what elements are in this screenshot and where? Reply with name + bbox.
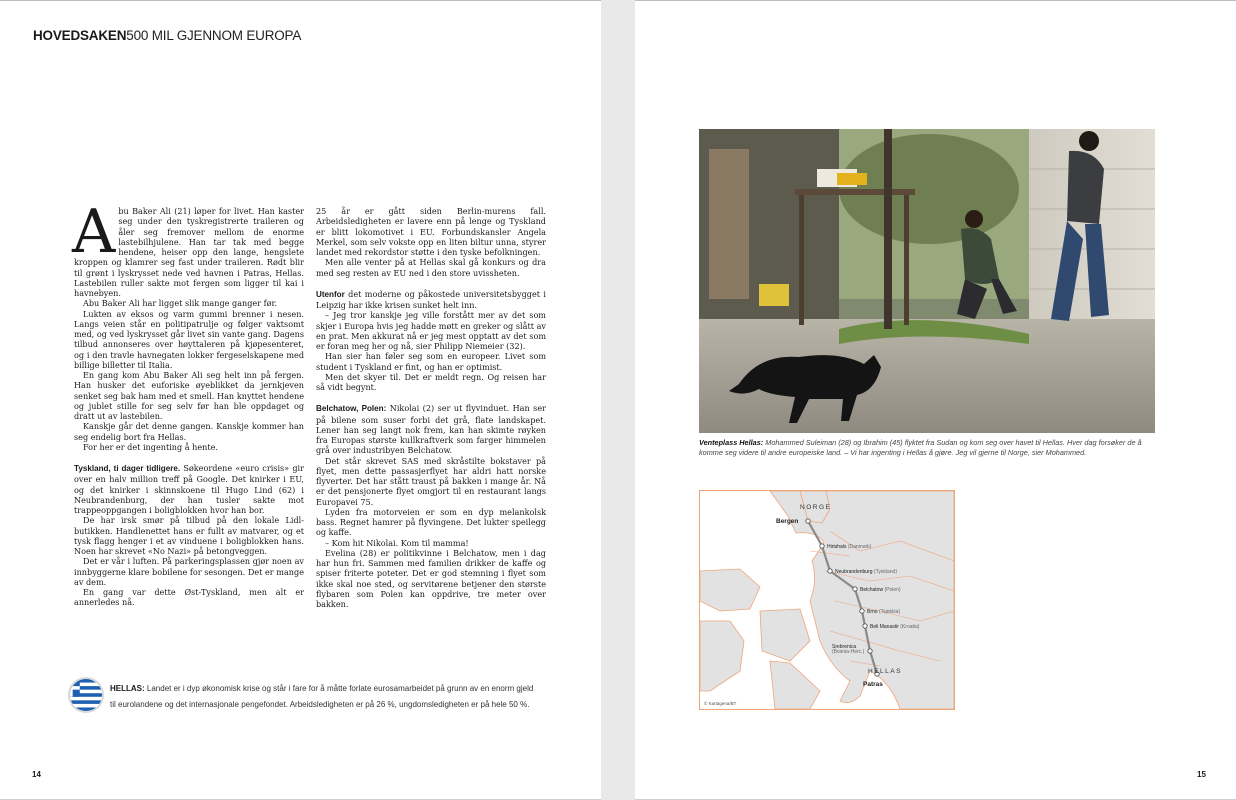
map-stop-marker: [868, 649, 872, 653]
paragraph: 25 år er gått siden Berlin-murens fall. Arbeidsledigheten er lavere enn på lenge og Tyskland er blitt lokomotivet i EU. Forbundskansler Angela Merkel, som selv vokste opp en liten biltur unna, styrer landet med rekordstor støtte i den tyske befolkningen.: [316, 206, 546, 257]
map-stop-label: Hirtshals (Danmark): [827, 544, 872, 550]
paragraph: De har irsk smør på tilbud på den lokale Lidl-butikken. Handlenettet hans er fullt av matvarer, og et tysk flagg henger i et av vinduene i boligblokken hans. Noen har skrevet «No Nazi» på betongveggen.: [74, 515, 304, 556]
paragraph: Lyden fra motorveien er som en dyp melankolsk bass. Regnet hamrer på flyvingene. Det lukter speilegg og kaffe.: [316, 506, 546, 538]
paragraph: [316, 403, 546, 455]
map-stop-label: Bergen: [776, 518, 799, 525]
section-lead: Tyskland, ti dager tidligere.: [74, 464, 181, 473]
section-label: HOVEDSAKEN: [33, 28, 127, 43]
photo-caption: [699, 438, 1159, 458]
greece-factbox: [70, 679, 550, 715]
article-column-1: [72, 197, 304, 608]
paragraph: Men alle venter på at Hellas skal gå konkurs og dra med seg resten av EU ned i den store uvissheten.: [316, 257, 546, 278]
map-stop-marker: [860, 609, 864, 613]
section-text: Søkeordene «euro crisis» gir over en halv million treff på Google. Det knirker i EU, og det knirker i skinnskoene til Hugo Lind (62) i Neubrandenburg, der han tusler sakte mot trappeoppgangen i boligblokken hvor han bor.: [74, 463, 304, 515]
page-number-right: 15: [1197, 770, 1206, 779]
factbox-text: Landet er i dyp økonomisk krise og står i fare for å måtte forlate eurosamarbeidet på grunn av en enorm gjeld: [144, 684, 534, 693]
section-title: 500 MIL GJENNOM EUROPA: [126, 28, 302, 43]
map-stop-label: Belchatow (Polen): [860, 587, 901, 593]
paragraph: En gang var dette Øst-Tyskland, men alt er annerledes nå.: [74, 587, 304, 608]
paragraph: For her er det ingenting å hente.: [83, 441, 218, 452]
factbox-line-2: til eurolandene og det internasjonale pengefondet. Arbeidsledigheten er på 26 %, ungdomsledigheten er på hele 50 %.: [110, 700, 530, 709]
paragraph: Det står skrevet SAS med skråstilte bokstaver på flyet, men dette passasjerflyet har aldri hatt norske flyverter. Det har stått traust på bakken i mange år. Nå er det pensjonerte flyet omgjort til en restaurant langs Europavei 75.: [316, 455, 546, 507]
map-stop-marker: [863, 624, 867, 628]
paragraph: En gang kom Abu Baker Ali seg helt inn på fergen. Han husker det euforiske øyeblikket da jernkjeven senket seg bak ham med et smell. Han knyttet hendene og jublet stille for seg selv før han ble oppdaget og dratt ut av lastebilen.: [74, 370, 304, 421]
paragraph: Evelina (28) er politikvinne i Belchatow, men i dag har hun fri. Sammen med familien drikker de kaffe og spiser friterte poteter. Det er god stemning i flyet som ikke skal noe sted, og servitørene betjener den største flybaren som Polen kan oppdrive, tre meter over bakken.: [316, 547, 546, 609]
paragraph: Lukten av eksos og varm gummi brenner i nesen. Langs veien står en politipatrulje og følger vaktsomt med, og ved lyskrysset går livet sin vante gang. Dagens tilbud annonseres over høyttaleren på kjøpesenteret, og i den travle havnegaten lokker fergeselskapene med billige billetter til Italia.: [74, 308, 304, 370]
paragraph: bu Baker Ali (21) løper for livet. Han kaster seg under den tyskregistrerte traileren og åler seg fremover mellom de enorme lastebilhjulene. Han tar tak med begge hendene, heiser opp den lange, hengslete kroppen og klamrer seg fast under traileren. Rødt blir til grønt i lyskrysset nede ved havnen i Patras, Hellas. Lastebilen ruller sakte mot fergen som ligger til kai i havnebyen.: [74, 206, 304, 298]
section-text: det moderne og påkostede universitetsbygget i Leipzig har ikke krisen sunket helt inn.: [316, 288, 546, 310]
map-credit: © Kartagena/BT: [704, 701, 737, 706]
refugees-photo: [699, 129, 1155, 433]
greek-flag-icon: [70, 679, 102, 711]
left-page: [0, 0, 601, 800]
section-text: Nikolai (2) ser ut flyvinduet. Han ser på bilene som suser forbi det grå, flate landskapet. Lener han seg langt nok frem, kan han skimte røyken fra Europas største kullkraftverk som farger himmelen grå over industribyen Belchatow.: [316, 403, 546, 456]
paragraph: Kanskje går det denne gangen. Kanskje kommer han seg endelig bort fra Hellas.: [74, 421, 304, 442]
article-column-2: [316, 206, 546, 609]
factbox-line-1: [110, 684, 533, 693]
map-stop-marker: [806, 519, 810, 523]
drop-cap: A: [72, 197, 116, 267]
paragraph: Han sier han føler seg som en europeer. Livet som student i Tyskland er fint, og han er optimist.: [316, 351, 546, 372]
caption-text: Mohammed Suleiman (28) og Ibrahim (45) flyktet fra Sudan og kom seg over havet til Hellas. Hver dag forsøker de å komme seg videre til andre europeiske land. – Vi har ingenting i Hellas å gjøre. Jeg vil gjerne til Norge, sier Mohammed.: [699, 438, 1142, 457]
map-stop-label: Patras: [863, 681, 883, 688]
factbox-label: HELLAS:: [110, 684, 145, 693]
right-page: [635, 0, 1236, 800]
section-lead: Utenfor: [316, 289, 345, 299]
paragraph: – Kom hit Nikolai. Kom til mamma!: [325, 537, 469, 548]
map-stop-label: Beli Manastir (Kroatia): [870, 624, 920, 630]
paragraph: Men det skyer til. Det er meldt regn. Og reisen har så vidt begynt.: [316, 371, 546, 392]
map-stop-label: Srebrenica (Bosnia-Herc.): [832, 644, 865, 655]
paragraph: – Jeg tror kanskje jeg ville forstått mer av det som skjer i Europa hvis jeg hadde møtt en greker og slått av en prat. Men akkurat nå er jeg mest opptatt av det som er foran meg her og nå, sier Philipp Niemeier (32).: [316, 310, 546, 351]
section-header: [33, 28, 301, 43]
caption-lead: Venteplass Hellas:: [699, 438, 764, 447]
paragraph: [316, 289, 546, 311]
section-lead: Belchatow, Polen:: [316, 404, 387, 414]
paragraph: Det er vår i luften. På parkeringsplassen gjør noen av innbyggerne klare bobilene for sesongen. Det er mange av dem.: [74, 556, 304, 587]
map-label-norge: NORGE: [800, 504, 832, 511]
map-stop-marker: [853, 587, 857, 591]
map-stop-marker: [820, 544, 824, 548]
paragraph: Abu Baker Ali har ligget slik mange ganger før.: [83, 298, 278, 309]
map-label-hellas: HELLAS: [868, 668, 902, 675]
map-stop-label: Neubrandenburg (Tyskland): [835, 569, 897, 575]
paragraph: [74, 463, 304, 515]
route-map: [699, 490, 955, 710]
map-stop-marker: [828, 569, 832, 573]
page-number-left: 14: [32, 770, 41, 779]
map-stop-label: Brno (Tsjekkia): [867, 609, 901, 615]
